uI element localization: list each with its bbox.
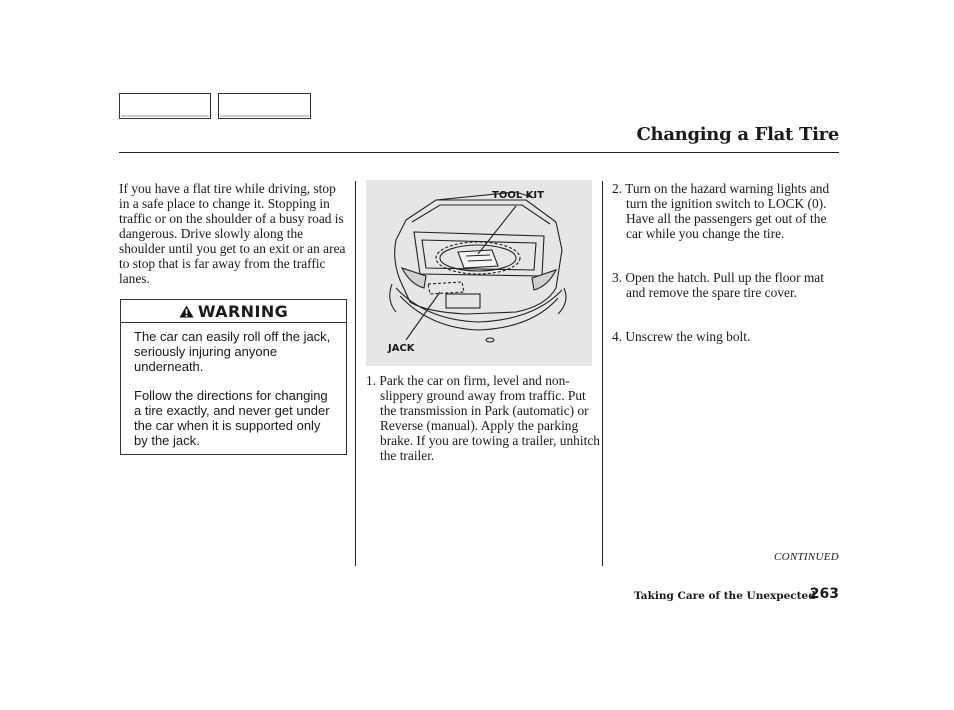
nav-button-index[interactable] — [218, 93, 311, 119]
footer-section-title: Taking Care of the Unexpected — [634, 590, 816, 602]
continued-note: CONTINUED — [773, 551, 839, 563]
page-title: Changing a Flat Tire — [636, 124, 839, 145]
title-divider — [119, 152, 839, 153]
step-item: 4. Unscrew the wing bolt. — [612, 329, 751, 344]
warning-title: WARNING — [197, 301, 289, 321]
warning-header — [121, 300, 346, 323]
warning-paragraph: Follow the directions for changing a tire exactly, and never get under the car when it is supported only by the jack. — [134, 388, 330, 448]
tool-kit-label: TOOL KIT — [492, 190, 544, 201]
step-item: 3. Open the hatch. Pull up the floor mat and remove the spare tire cover. — [612, 270, 824, 300]
column-divider — [602, 181, 603, 566]
car-rear-hatch-illustration — [366, 180, 592, 366]
warning-body — [121, 323, 346, 448]
column-divider — [355, 181, 356, 566]
warning-triangle-icon — [179, 305, 194, 318]
warning-box — [120, 299, 347, 455]
intro-paragraph: If you have a flat tire while driving, stop in a safe place to change it. Stopping in traffic or on the shoulder of a busy road is dangerous. Drive slowly along the shoulder until you get to an exit or an area to stop that is far away from the traffic lanes. — [119, 181, 346, 286]
page-number: 263 — [809, 586, 839, 602]
jack-label: JACK — [388, 343, 415, 354]
warning-paragraph: The car can easily roll off the jack, seriously injuring anyone underneath. — [134, 329, 331, 374]
trunk-illustration — [366, 180, 592, 366]
step-item: 1. Park the car on firm, level and non-slippery ground away from traffic. Put the transmission in Park (automatic) or Reverse (manual). Apply the parking brake. If you are towing a trailer, unhitch the trailer. — [366, 373, 600, 463]
nav-button-contents[interactable] — [119, 93, 211, 119]
step-item: 2. Turn on the hazard warning lights and turn the ignition switch to LOCK (0). Have all the passengers get out of the car while you change the tire. — [612, 181, 830, 241]
